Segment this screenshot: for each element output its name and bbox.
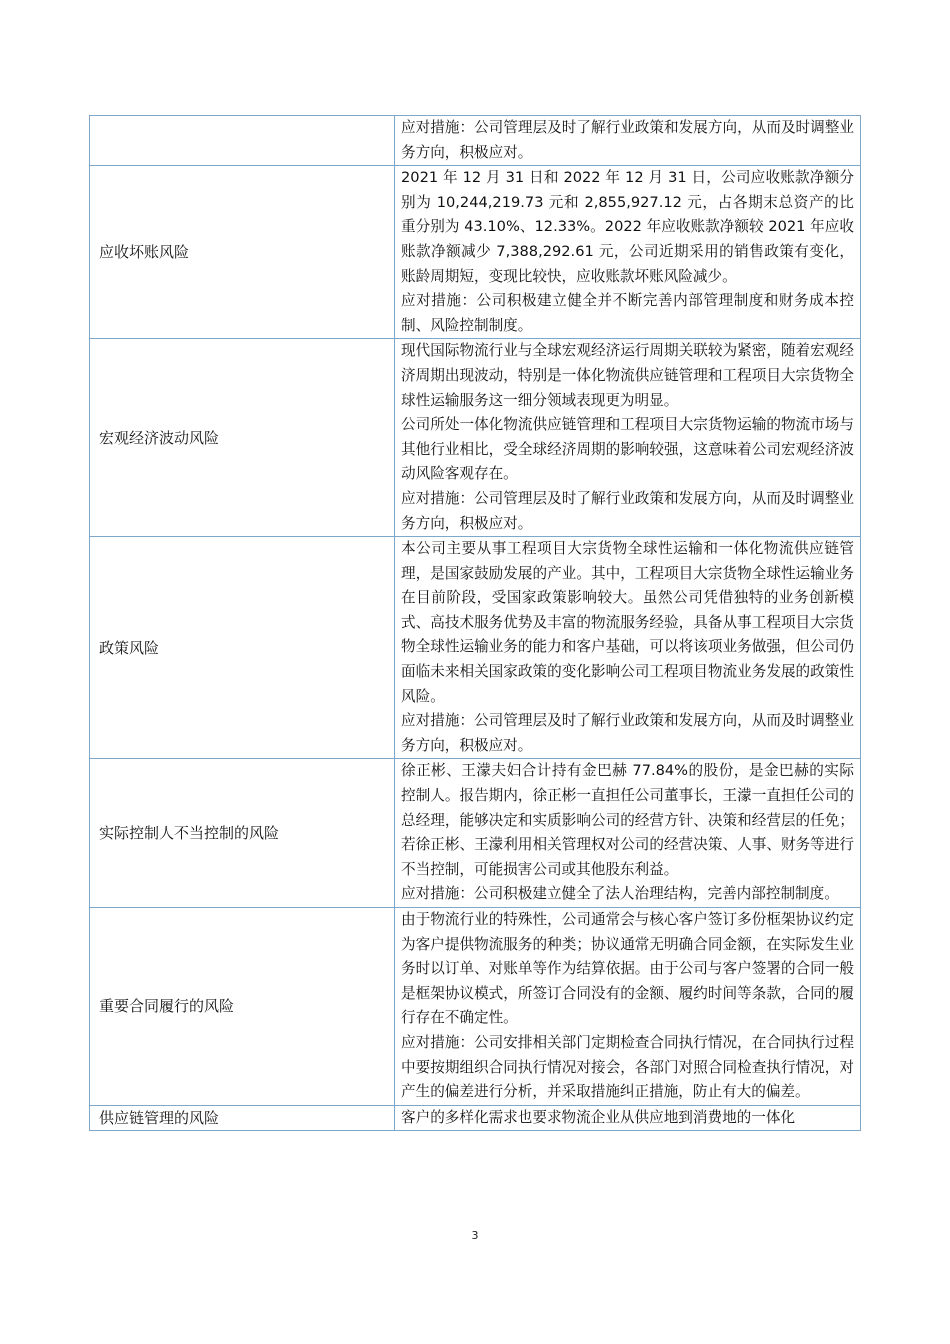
risk-name-cell [90,1105,395,1131]
risk-paragraph: 由于物流行业的特殊性，公司通常会与核心客户签订多份框架协议约定为客户提供物流服务的种类；协议通常无明确合同金额，在实际发生业务时以订单、对账单等作为结算依据。由于公司与客户签署的合同一般是框架协议模式，所签订合同没有的金额、履约时间等条款，合同的履行存在不确定性。 [401,911,854,1027]
risk-paragraph: 客户的多样化需求也要求物流企业从供应地到消费地的一体化 [401,1108,796,1126]
risk-name: 宏观经济波动风险 [99,428,220,447]
table-row [90,116,861,166]
risk-description-cell [395,339,861,537]
page-number: 3 [471,1229,479,1242]
risk-name: 供应链管理的风险 [99,1109,220,1128]
risk-description-cell [395,537,861,759]
risk-description-cell [395,759,861,908]
risk-name-cell [90,166,395,339]
risk-paragraph: 本公司主要从事工程项目大宗货物全球性运输和一体化物流供应链管理，是国家鼓励发展的产业。其中，工程项目大宗货物全球性运输业务在目前阶段，受国家政策影响较大。虽然公司凭借独特的业务创新模式、高技术服务优势及丰富的物流服务经验，具备从事工程项目大宗货物全球性运输业务的能力和客户基础，可以将该项业务做强，但公司仍面临未来相关国家政策的变化影响公司工程项目物流业务发展的政策性风险。 [401,540,854,705]
risk-paragraph: 2021 年 12 月 31 日和 2022 年 12 月 31 日，公司应收账款净额分别为 10,244,219.73 元和 2,855,927.12 元，占各期末总资产的比重分别为 43.10%、12.33%。2022 年应收账款净额较 2021 年应收账款净额减少 7,388,292.61 元，公司近期采用的销售政策有变化，账龄周期短，变现比较快，应收账款坏账风险减少。 [401,169,854,285]
risk-name-cell [90,116,395,166]
countermeasure-paragraph: 应对措施：公司积极建立健全了法人治理结构，完善内部控制制度。 [401,885,839,903]
risk-name-cell [90,339,395,537]
risk-paragraph: 徐正彬、王濛夫妇合计持有金巴赫 77.84%的股份，是金巴赫的实际控制人。报告期内，徐正彬一直担任公司董事长，王濛一直担任公司的总经理，能够决定和实质影响公司的经营方针、决策和经营层的任免；若徐正彬、王濛利用相关管理权对公司的经营决策、人事、财务等进行不当控制，可能损害公司或其他股东利益。 [401,762,854,878]
risk-paragraph: 应对措施：公司管理层及时了解行业政策和发展方向，从而及时调整业务方向，积极应对。 [401,119,854,161]
risk-name: 实际控制人不当控制的风险 [99,824,280,843]
risk-name: 政策风险 [99,638,160,657]
risk-paragraph: 现代国际物流行业与全球宏观经济运行周期关联较为紧密，随着宏观经济周期出现波动，特别是一体化物流供应链管理和工程项目大宗货物全球性运输服务这一细分领域表现更为明显。 [401,342,854,409]
countermeasure-paragraph: 应对措施：公司积极建立健全并不断完善内部管理制度和财务成本控制、风险控制制度。 [401,292,854,334]
table-row [90,339,861,537]
risk-name-cell [90,908,395,1106]
countermeasure-paragraph: 应对措施：公司管理层及时了解行业政策和发展方向，从而及时调整业务方向，积极应对。 [401,489,854,532]
risk-name-cell [90,537,395,759]
countermeasure-paragraph: 应对措施：公司管理层及时了解行业政策和发展方向，从而及时调整业务方向，积极应对。 [401,712,854,754]
risk-name-cell [90,759,395,908]
risk-description-cell [395,908,861,1106]
risk-name: 重要合同履行的风险 [99,997,235,1016]
table-row [90,1105,861,1131]
risk-description-cell [395,166,861,339]
table-row [90,759,861,908]
table-row [90,537,861,759]
risk-name: 应收坏账风险 [99,243,190,262]
table-row [90,166,861,339]
risk-paragraph: 公司所处一体化物流供应链管理和工程项目大宗货物运输的物流市场与其他行业相比，受全球经济周期的影响较强，这意味着公司宏观经济波动风险客观存在。 [401,416,854,483]
risk-description-cell [395,1105,861,1131]
risk-table [89,115,861,1131]
risk-description-cell [395,116,861,166]
table-row [90,908,861,1106]
countermeasure-paragraph: 应对措施：公司安排相关部门定期检查合同执行情况，在合同执行过程中要按期组织合同执行情况对接会，各部门对照合同检查执行情况，对产生的偏差进行分析，并采取措施纠正措施，防止有大的偏差。 [401,1033,854,1101]
